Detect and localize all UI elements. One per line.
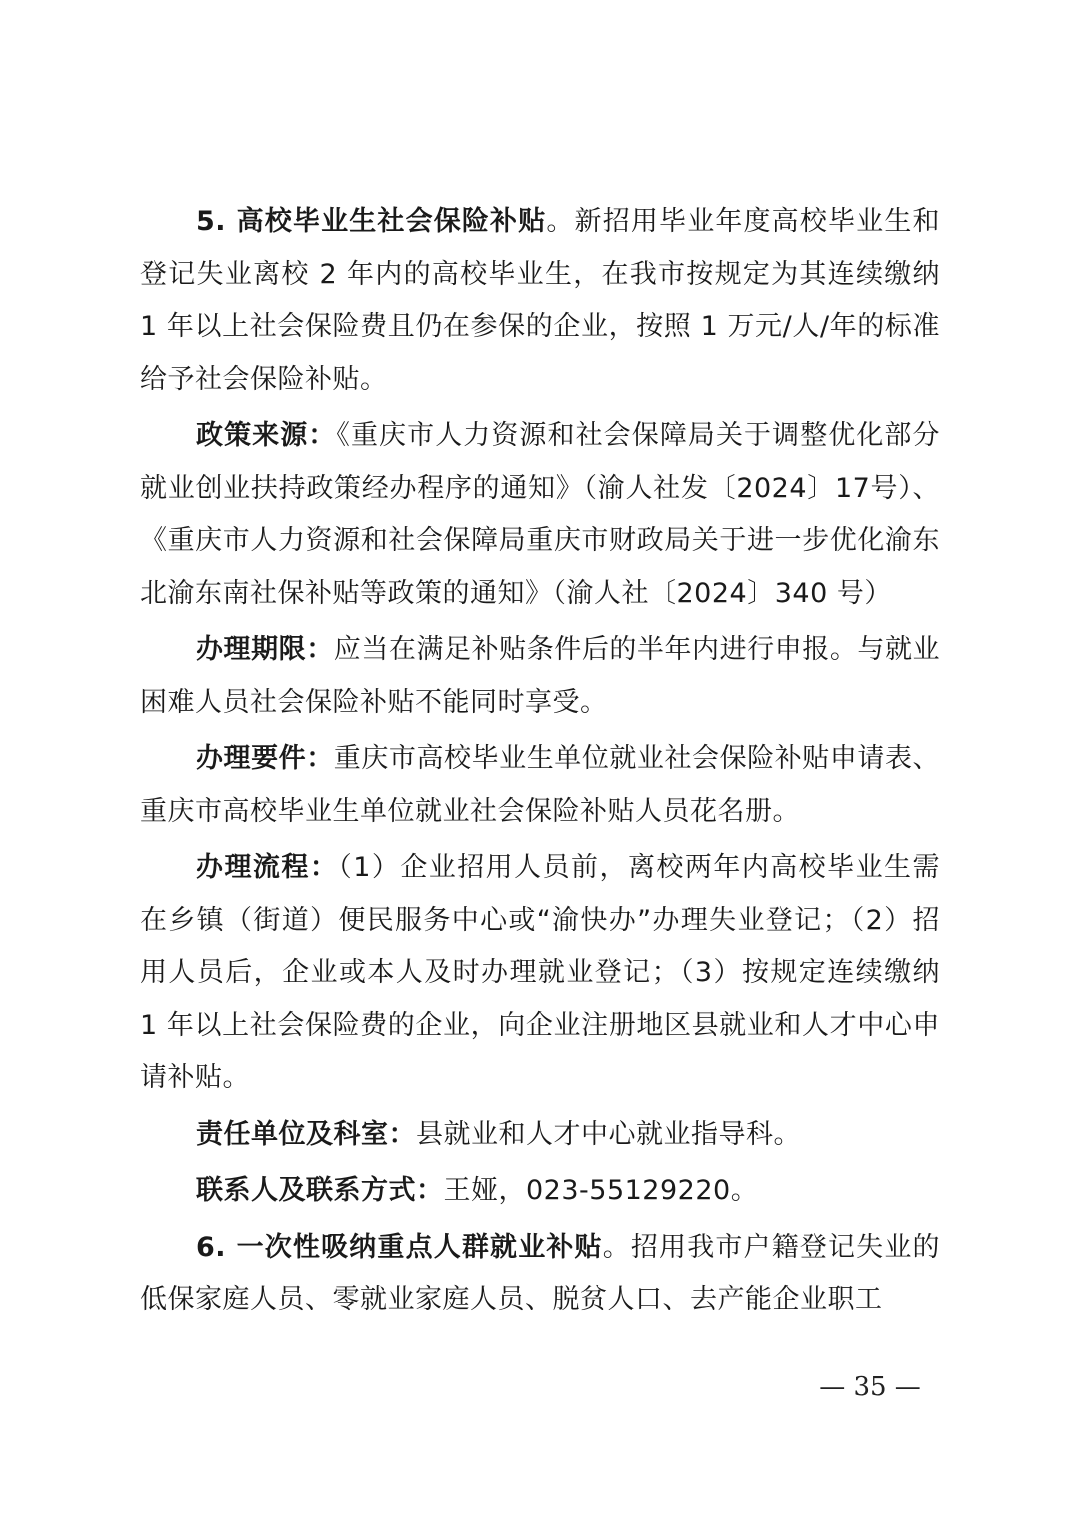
paragraph-social-insurance-subsidy [140,196,940,406]
paragraph-heading: 5. 高校毕业生社会保险补贴 [196,206,547,237]
paragraph-heading: 政策来源： [196,420,337,451]
document-body [140,196,940,1331]
paragraph-text: 《重庆市人力资源和社会保障局关于调整优化部分就业创业扶持政策经办程序的通知》（渝人社发〔2024〕17号）、《重庆市人力资源和社会保障局重庆市财政局关于进一步优化渝东北渝东南社保补贴等政策的通知》（渝人社〔2024〕340 号） [140,420,941,609]
paragraph-heading: 办理期限： [196,634,334,665]
paragraph-one-time-employment-subsidy [140,1222,940,1327]
paragraph-text: 重庆市高校毕业生单位就业社会保险补贴申请表、重庆市高校毕业生单位就业社会保险补贴人员花名册。 [140,743,941,827]
paragraph-text: 。新招用毕业年度高校毕业生和登记失业离校 2 年内的高校毕业生，在我市按规定为其连续缴纳 1 年以上社会保险费且仍在参保的企业，按照 1 万元/人/年的标准给予社会保险补贴。 [140,206,940,395]
paragraph-text: 。招用我市户籍登记失业的低保家庭人员、零就业家庭人员、脱贫人口、去产能企业职工 [140,1231,940,1315]
paragraph-heading: 办理要件： [196,743,334,774]
paragraph-required-documents [140,733,940,838]
paragraph-heading: 联系人及联系方式： [196,1175,444,1206]
paragraph-heading: 责任单位及科室： [196,1118,416,1150]
paragraph-processing-period [140,624,940,729]
paragraph-responsible-unit [140,1109,940,1162]
page-number: — 35 — [819,1372,921,1402]
paragraph-text: 王娅，023-55129220。 [443,1175,759,1206]
paragraph-heading: 6. 一次性吸纳重点人群就业补贴 [196,1231,603,1263]
paragraph-contact [140,1165,940,1218]
paragraph-policy-source [140,410,940,620]
paragraph-text: 县就业和人才中心就业指导科。 [416,1118,801,1150]
paragraph-process-flow [140,842,940,1105]
paragraph-text: （1）企业招用人员前，离校两年内高校毕业生需在乡镇（街道）便民服务中心或“渝快办”办理失业登记；（2）招用人员后，企业或本人及时办理就业登记；（3）按规定连续缴纳 1 年以上社会保险费的企业，向企业注册地区县就业和人才中心申请补贴。 [140,852,940,1093]
paragraph-text: 应当在满足补贴条件后的半年内进行申报。与就业困难人员社会保险补贴不能同时享受。 [140,634,941,718]
paragraph-heading: 办理流程： [196,852,339,883]
